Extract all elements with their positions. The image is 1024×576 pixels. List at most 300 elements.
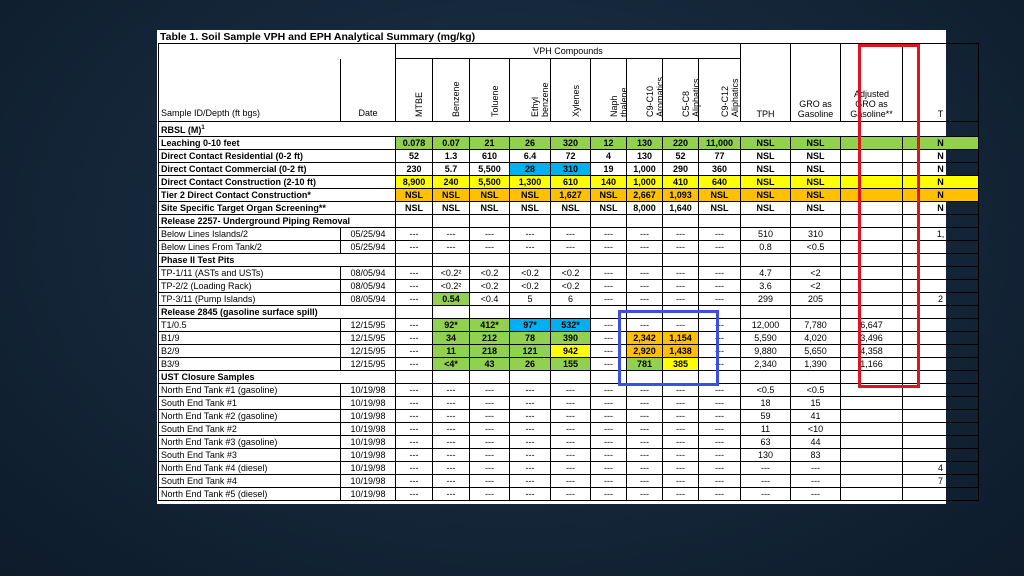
sample-value-cell: <2 <box>791 280 841 293</box>
sample-value-cell: --- <box>591 397 627 410</box>
sample-value-cell <box>903 410 979 423</box>
sample-value-cell: --- <box>663 475 699 488</box>
sample-id-cell: South End Tank #3 <box>159 449 341 462</box>
sample-value-cell: --- <box>663 319 699 332</box>
sample-value-cell: 92* <box>433 319 470 332</box>
rbsl-row <box>159 189 979 202</box>
section-header-row <box>159 254 979 267</box>
sample-value-cell <box>841 423 903 436</box>
sample-value-cell: 41 <box>791 410 841 423</box>
sample-value-cell: --- <box>551 449 591 462</box>
sample-row <box>159 436 979 449</box>
sample-value-cell: --- <box>791 462 841 475</box>
sample-value-cell: <0.5 <box>791 241 841 254</box>
sample-date-cell: 08/05/94 <box>341 293 396 306</box>
sample-value-cell <box>841 449 903 462</box>
sample-value-cell: --- <box>627 319 663 332</box>
sample-value-cell: --- <box>741 475 791 488</box>
sample-value-cell: 97* <box>510 319 551 332</box>
column-label-naphthalene: Naph thalene <box>608 87 629 117</box>
sample-id-cell: South End Tank #2 <box>159 423 341 436</box>
rotated-label-wrap <box>629 61 665 119</box>
sample-value-cell: <0.5 <box>741 384 791 397</box>
sample-value-cell: 6,647 <box>841 319 903 332</box>
rbsl-value-cell: 310 <box>551 163 591 176</box>
rbsl-value-cell: 5.7 <box>433 163 470 176</box>
sample-date-cell: 10/19/98 <box>341 410 396 423</box>
section-blank-cell <box>591 215 627 228</box>
rbsl-text: RBSL (M) <box>161 125 202 135</box>
sample-row <box>159 358 979 371</box>
sample-value-cell: 299 <box>741 293 791 306</box>
sample-value-cell: --- <box>510 475 551 488</box>
sample-value-cell: --- <box>433 397 470 410</box>
sample-value-cell: --- <box>627 449 663 462</box>
sample-value-cell: --- <box>591 488 627 501</box>
column-label-toluene: Toluene <box>489 85 500 117</box>
sample-row <box>159 319 979 332</box>
sample-value-cell: 390 <box>551 332 591 345</box>
section-blank-cell <box>396 254 433 267</box>
sample-row <box>159 280 979 293</box>
sample-value-cell: 4.7 <box>741 267 791 280</box>
rbsl-value-cell: NSL <box>741 150 791 163</box>
section-blank-cell <box>791 254 841 267</box>
sample-value-cell: 7,780 <box>791 319 841 332</box>
rbsl-value-cell: NSL <box>470 202 510 215</box>
sample-value-cell: --- <box>433 241 470 254</box>
sample-value-cell: <2 <box>791 267 841 280</box>
sample-value-cell: --- <box>510 488 551 501</box>
section-blank-cell <box>791 306 841 319</box>
sample-value-cell: 1,166 <box>841 358 903 371</box>
sample-value-cell: --- <box>433 436 470 449</box>
rotated-label-wrap <box>701 61 738 119</box>
section-blank-cell <box>551 254 591 267</box>
sample-value-cell: --- <box>699 488 741 501</box>
sample-value-cell: --- <box>627 280 663 293</box>
sample-id-cell: T1/0.5 <box>159 319 341 332</box>
rbsl-value-cell: 21 <box>470 137 510 150</box>
rbsl-value-cell: 5,500 <box>470 176 510 189</box>
sample-value-cell: 310 <box>791 228 841 241</box>
sample-value-cell <box>903 423 979 436</box>
rbsl-value-cell: NSL <box>699 189 741 202</box>
rbsl-value-cell: NSL <box>591 202 627 215</box>
sample-value-cell: --- <box>663 241 699 254</box>
rbsl-value-cell: NSL <box>741 202 791 215</box>
rbsl-value-cell: 8,000 <box>627 202 663 215</box>
sample-value-cell: --- <box>699 358 741 371</box>
column-label-c9c12: C9-C12 Aliphatics <box>719 78 740 117</box>
sample-value-cell: --- <box>627 410 663 423</box>
rbsl-value-cell: NSL <box>433 202 470 215</box>
sample-value-cell: --- <box>396 280 433 293</box>
sample-value-cell: --- <box>699 241 741 254</box>
rbsl-value-cell: NSL <box>791 176 841 189</box>
section-blank-cell <box>510 215 551 228</box>
sample-value-cell: --- <box>433 449 470 462</box>
sample-value-cell: 2,342 <box>627 332 663 345</box>
rbsl-value-cell: N <box>903 202 979 215</box>
rbsl-value-cell: 52 <box>396 150 433 163</box>
aromatics-aliphatics-highlight-box <box>618 310 719 386</box>
sample-value-cell: --- <box>591 384 627 397</box>
section-blank-cell <box>699 254 741 267</box>
sample-value-cell: 1, <box>903 228 979 241</box>
sample-value-cell: --- <box>510 410 551 423</box>
sample-value-cell: --- <box>591 345 627 358</box>
sample-value-cell: --- <box>396 423 433 436</box>
rbsl-value-cell: N <box>903 189 979 202</box>
column-label-mtbe: MTBE <box>414 91 424 117</box>
sample-value-cell: --- <box>663 293 699 306</box>
sample-value-cell <box>903 436 979 449</box>
rbsl-row <box>159 137 979 150</box>
sample-value-cell: --- <box>433 384 470 397</box>
rbsl-value-cell: 4 <box>591 150 627 163</box>
rbsl-value-cell: NSL <box>791 163 841 176</box>
column-header-gro: GRO as Gasoline <box>791 59 841 122</box>
sample-value-cell: 2,340 <box>741 358 791 371</box>
rbsl-value-cell: 360 <box>699 163 741 176</box>
sample-value-cell: 532* <box>551 319 591 332</box>
header-blank <box>741 44 791 59</box>
sample-value-cell: 26 <box>510 358 551 371</box>
rotated-label-wrap <box>472 61 507 119</box>
sample-row <box>159 332 979 345</box>
sample-id-cell: South End Tank #1 <box>159 397 341 410</box>
section-blank-cell <box>396 371 433 384</box>
sample-value-cell: <0.5 <box>791 384 841 397</box>
rbsl-label <box>159 122 979 137</box>
sample-value-cell: 34 <box>433 332 470 345</box>
rotated-label-wrap <box>435 61 467 119</box>
column-label-benzene: Benzene <box>451 81 461 117</box>
sample-value-cell: --- <box>591 319 627 332</box>
sample-value-cell: 2 <box>903 293 979 306</box>
vph-compounds-header: VPH Compounds <box>396 44 741 59</box>
rbsl-row-label: Direct Contact Commercial (0-2 ft) <box>159 163 396 176</box>
sample-value-cell: --- <box>470 397 510 410</box>
sample-value-cell: --- <box>699 410 741 423</box>
summary-table-sheet <box>157 30 946 504</box>
sample-value-cell: <0.2 <box>551 280 591 293</box>
sample-value-cell: 4 <box>903 462 979 475</box>
section-blank-cell <box>433 371 470 384</box>
sample-value-cell: --- <box>433 488 470 501</box>
sample-value-cell: 12,000 <box>741 319 791 332</box>
header-blank <box>791 44 841 59</box>
sample-value-cell: 44 <box>791 436 841 449</box>
section-title: UST Closure Samples <box>159 371 396 384</box>
sample-value-cell: --- <box>433 410 470 423</box>
rbsl-row-label: Tier 2 Direct Contact Construction* <box>159 189 396 202</box>
sample-value-cell: --- <box>510 462 551 475</box>
rbsl-value-cell: 130 <box>627 137 663 150</box>
sample-value-cell: 1,390 <box>791 358 841 371</box>
rbsl-row-label: Leaching 0-10 feet <box>159 137 396 150</box>
section-blank-cell <box>510 371 551 384</box>
sample-value-cell: --- <box>663 228 699 241</box>
sample-value-cell: <0.2 <box>470 280 510 293</box>
section-blank-cell <box>791 215 841 228</box>
sample-id-cell: North End Tank #5 (diesel) <box>159 488 341 501</box>
section-blank-cell <box>627 215 663 228</box>
section-blank-cell <box>591 254 627 267</box>
sample-value-cell: --- <box>396 462 433 475</box>
section-blank-cell <box>627 254 663 267</box>
section-blank-cell <box>741 306 791 319</box>
sample-value-cell: --- <box>627 397 663 410</box>
sample-value-cell: 130 <box>741 449 791 462</box>
sample-value-cell: 5 <box>510 293 551 306</box>
sample-value-cell: --- <box>741 488 791 501</box>
sample-value-cell: --- <box>470 436 510 449</box>
rbsl-value-cell: 1,093 <box>663 189 699 202</box>
rbsl-value-cell: 640 <box>699 176 741 189</box>
sample-value-cell: --- <box>396 332 433 345</box>
rbsl-value-cell: NSL <box>791 150 841 163</box>
column-header-extra: T <box>903 59 979 122</box>
sample-value-cell: 78 <box>510 332 551 345</box>
sample-value-cell: --- <box>699 319 741 332</box>
sample-value-cell: --- <box>591 423 627 436</box>
sample-date-cell: 12/15/95 <box>341 358 396 371</box>
column-header-c9c10 <box>627 59 663 122</box>
rbsl-row <box>159 150 979 163</box>
sample-value-cell: 43 <box>470 358 510 371</box>
rbsl-value-cell: 2,667 <box>627 189 663 202</box>
sample-value-cell: --- <box>663 488 699 501</box>
sample-value-cell: --- <box>627 228 663 241</box>
sample-value-cell: --- <box>627 488 663 501</box>
section-blank-cell <box>551 215 591 228</box>
sample-value-cell: --- <box>591 293 627 306</box>
column-header-mtbe <box>396 59 433 122</box>
date-header: Date <box>341 59 396 122</box>
sample-value-cell: --- <box>591 462 627 475</box>
section-blank-cell <box>551 371 591 384</box>
sample-value-cell: 3,496 <box>841 332 903 345</box>
sample-id-cell: B1/9 <box>159 332 341 345</box>
sample-value-cell: --- <box>741 462 791 475</box>
sample-id-cell: TP-1/11 (ASTs and USTs) <box>159 267 341 280</box>
sample-date-cell: 10/19/98 <box>341 384 396 397</box>
sample-value-cell: 412* <box>470 319 510 332</box>
sample-value-cell: --- <box>627 267 663 280</box>
sample-value-cell: 1,154 <box>663 332 699 345</box>
rbsl-value-cell: N <box>903 176 979 189</box>
sample-value-cell: --- <box>627 462 663 475</box>
sample-value-cell: 121 <box>510 345 551 358</box>
sample-value-cell: --- <box>627 384 663 397</box>
column-header-toluene <box>470 59 510 122</box>
sample-value-cell: --- <box>396 449 433 462</box>
sample-value-cell: --- <box>699 228 741 241</box>
sample-value-cell <box>841 475 903 488</box>
rbsl-value-cell: NSL <box>470 189 510 202</box>
sample-value-cell: --- <box>510 436 551 449</box>
rbsl-value-cell: 1.3 <box>433 150 470 163</box>
sample-value-cell: --- <box>470 488 510 501</box>
column-header-naphthalene <box>591 59 627 122</box>
sample-value-cell: 7 <box>903 475 979 488</box>
section-title: Release 2845 (gasoline surface spill) <box>159 306 396 319</box>
sample-value-cell: <10 <box>791 423 841 436</box>
section-title: Phase II Test Pits <box>159 254 396 267</box>
sample-value-cell: --- <box>551 241 591 254</box>
sample-value-cell: --- <box>551 228 591 241</box>
rbsl-value-cell: NSL <box>741 163 791 176</box>
sample-value-cell: --- <box>396 241 433 254</box>
sample-value-cell: 59 <box>741 410 791 423</box>
rbsl-value-cell: NSL <box>510 189 551 202</box>
sample-value-cell: --- <box>551 423 591 436</box>
sample-value-cell: --- <box>663 449 699 462</box>
sample-value-cell: 5,590 <box>741 332 791 345</box>
rbsl-value-cell: 320 <box>551 137 591 150</box>
sample-value-cell: <0.2² <box>433 280 470 293</box>
sample-value-cell: --- <box>470 228 510 241</box>
rbsl-row-label: Direct Contact Residential (0-2 ft) <box>159 150 396 163</box>
sample-date-cell: 10/19/98 <box>341 423 396 436</box>
sample-value-cell: 2,920 <box>627 345 663 358</box>
sample-row <box>159 397 979 410</box>
section-header-row <box>159 371 979 384</box>
sample-date-cell: 10/19/98 <box>341 462 396 475</box>
rbsl-value-cell: 1,000 <box>627 176 663 189</box>
analytical-summary-table <box>158 43 979 501</box>
column-label-c9c10: C9-C10 Aromatics <box>644 76 665 117</box>
sample-value-cell: 18 <box>741 397 791 410</box>
sample-value-cell: --- <box>627 423 663 436</box>
section-blank-cell <box>433 215 470 228</box>
section-blank-cell <box>396 306 433 319</box>
sample-row <box>159 384 979 397</box>
rbsl-value-cell: 220 <box>663 137 699 150</box>
sample-value-cell: --- <box>699 267 741 280</box>
sample-value-cell: --- <box>699 462 741 475</box>
sample-value-cell: 510 <box>741 228 791 241</box>
rbsl-row-label: Site Specific Target Organ Screening** <box>159 202 396 215</box>
rbsl-value-cell: 26 <box>510 137 551 150</box>
sample-value-cell: --- <box>396 228 433 241</box>
sample-value-cell: 11 <box>741 423 791 436</box>
sample-id-cell: North End Tank #4 (diesel) <box>159 462 341 475</box>
column-header-c5c8 <box>663 59 699 122</box>
section-blank-cell <box>741 215 791 228</box>
sample-value-cell: --- <box>551 384 591 397</box>
rbsl-value-cell: 610 <box>470 150 510 163</box>
sample-date-cell: 05/25/94 <box>341 228 396 241</box>
sample-value-cell: 4,020 <box>791 332 841 345</box>
sample-value-cell <box>841 436 903 449</box>
rotated-label-wrap <box>398 61 430 119</box>
sample-row <box>159 449 979 462</box>
sample-value-cell: --- <box>591 449 627 462</box>
sample-value-cell <box>841 397 903 410</box>
rbsl-value-cell: 410 <box>663 176 699 189</box>
sample-value-cell: --- <box>699 332 741 345</box>
sample-row <box>159 228 979 241</box>
sample-value-cell: --- <box>510 423 551 436</box>
sample-value-cell: --- <box>396 319 433 332</box>
rbsl-value-cell: 28 <box>510 163 551 176</box>
sample-value-cell: --- <box>551 488 591 501</box>
section-blank-cell <box>510 254 551 267</box>
rbsl-footnote: 1 <box>201 125 205 131</box>
section-blank-cell <box>433 254 470 267</box>
sample-value-cell: <0.2² <box>433 267 470 280</box>
rbsl-value-cell: NSL <box>396 202 433 215</box>
sample-value-cell: 11 <box>433 345 470 358</box>
rbsl-value-cell: NSL <box>551 202 591 215</box>
sample-value-cell: --- <box>510 384 551 397</box>
sample-id-cell: North End Tank #2 (gasoline) <box>159 410 341 423</box>
sample-row <box>159 267 979 280</box>
sample-id-cell: North End Tank #1 (gasoline) <box>159 384 341 397</box>
section-blank-cell <box>663 215 699 228</box>
sample-date-cell: 12/15/95 <box>341 332 396 345</box>
sample-value-cell <box>841 410 903 423</box>
sample-value-cell: --- <box>433 475 470 488</box>
sample-date-cell: 05/25/94 <box>341 241 396 254</box>
sample-value-cell: --- <box>591 332 627 345</box>
sample-value-cell: --- <box>510 397 551 410</box>
sample-value-cell: --- <box>396 293 433 306</box>
sample-value-cell: <0.2 <box>551 267 591 280</box>
column-label-xylenes: Xylenes <box>570 84 581 117</box>
sample-value-cell: --- <box>699 345 741 358</box>
sample-value-cell: --- <box>551 410 591 423</box>
sample-id-cell: TP-3/11 (Pump Islands) <box>159 293 341 306</box>
sample-value-cell: --- <box>433 228 470 241</box>
rbsl-value-cell: 290 <box>663 163 699 176</box>
sample-row <box>159 488 979 501</box>
rbsl-value-cell: 8,900 <box>396 176 433 189</box>
sample-date-cell: 08/05/94 <box>341 267 396 280</box>
sample-value-cell: --- <box>627 293 663 306</box>
sample-value-cell: --- <box>396 384 433 397</box>
sample-value-cell: --- <box>699 436 741 449</box>
rbsl-value-cell: 52 <box>663 150 699 163</box>
rbsl-value-cell: 1,640 <box>663 202 699 215</box>
header-row-columns <box>159 59 979 122</box>
sample-value-cell <box>841 462 903 475</box>
section-header-row <box>159 306 979 319</box>
rbsl-value-cell: 240 <box>433 176 470 189</box>
sample-value-cell: --- <box>591 358 627 371</box>
sample-date-cell: 12/15/95 <box>341 345 396 358</box>
sample-value-cell: --- <box>591 228 627 241</box>
rbsl-value-cell: NSL <box>433 189 470 202</box>
sample-value-cell <box>903 449 979 462</box>
rbsl-value-cell: NSL <box>741 137 791 150</box>
sample-value-cell: 781 <box>627 358 663 371</box>
sample-value-cell: 1,438 <box>663 345 699 358</box>
sample-id-header: Sample ID/Depth (ft bgs) <box>159 59 341 122</box>
sample-value-cell: --- <box>663 423 699 436</box>
sample-value-cell: --- <box>396 397 433 410</box>
sample-row <box>159 410 979 423</box>
section-blank-cell <box>470 254 510 267</box>
rbsl-value-cell: 1,300 <box>510 176 551 189</box>
sample-value-cell: --- <box>699 423 741 436</box>
rotated-label-wrap <box>512 61 548 119</box>
sample-id-cell: Below Lines Islands/2 <box>159 228 341 241</box>
rotated-label-wrap <box>553 61 588 119</box>
